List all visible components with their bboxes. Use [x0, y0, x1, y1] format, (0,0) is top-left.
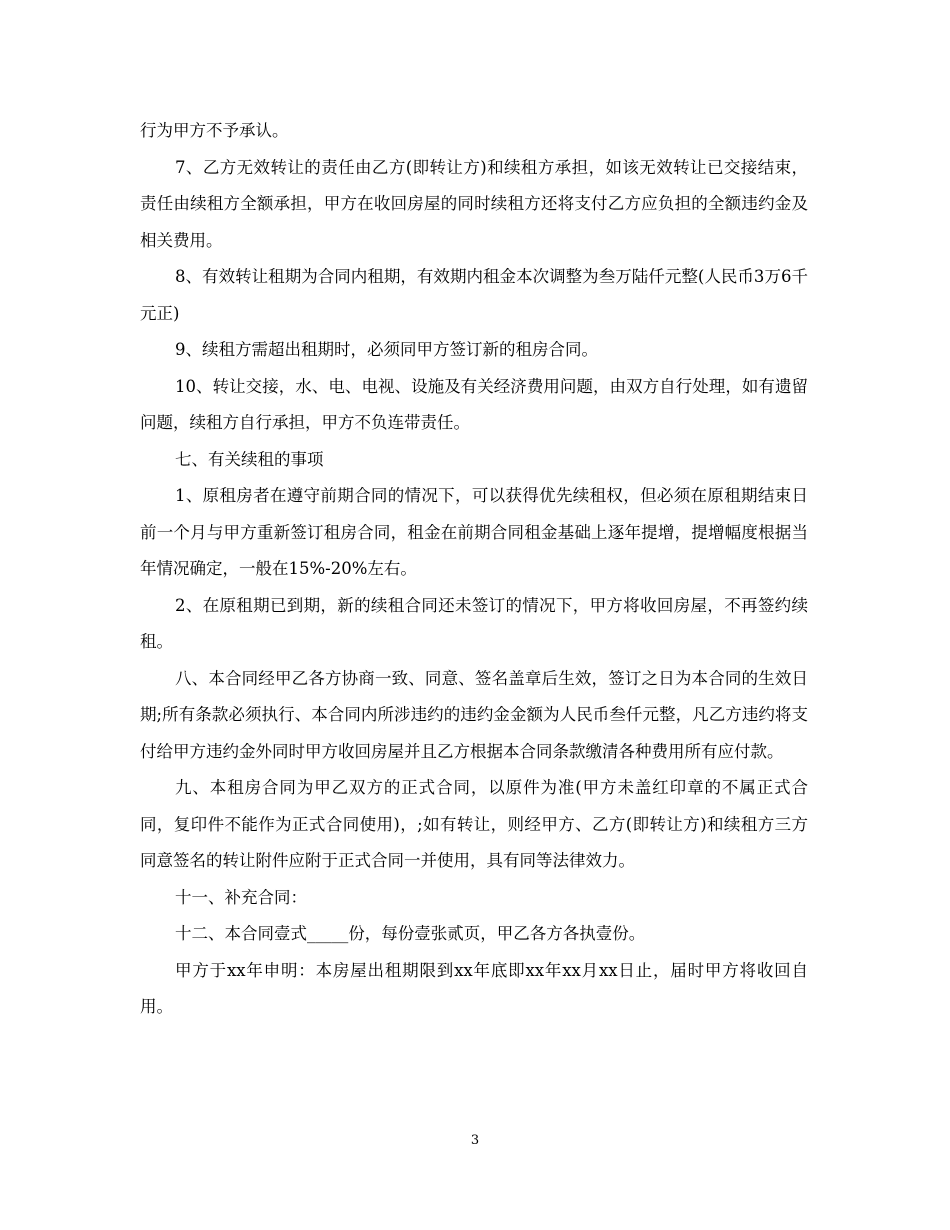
paragraph-7: 1、原租房者在遵守前期合同的情况下，可以获得优先续租权，但必须在原租期结束日前一个月与甲方重新签订租房合同，租金在前期合同租金基础上逐年提增，提增幅度根据当年情况确定，一般在15%-20%左右。 [140, 486, 808, 578]
paragraph-12: 十二、本合同壹式_____份，每份壹张贰页，甲乙各方各执壹份。 [175, 924, 646, 943]
section-heading-11: 十一、补充合同： [175, 887, 307, 907]
paragraph-8: 2、在原租期已到期，新的续租合同还未签订的情况下，甲方将收回房屋，不再签约续租。 [140, 595, 808, 651]
paragraph-9: 八、本合同经甲乙各方协商一致、同意、签名盖章后生效，签订之日为本合同的生效日期;所有条款必须执行、本合同内所涉违约的违约金金额为人民币叁仟元整，凡乙方违约将支付给甲方违约金外同时甲方收回房屋并且乙方根据本合同条款缴清各种费用所有应付款。 [140, 668, 808, 761]
paragraph-10: 九、本租房合同为甲乙双方的正式合同，以原件为准(甲方未盖红印章的不属正式合同，复印件不能作为正式合同使用)，;如有转让，则经甲方、乙方(即转让方)和续租方三方同意签名的转让附件应附于正式合同一并使用，具有同等法律效力。 [140, 778, 808, 870]
page-number: 3 [470, 1133, 480, 1148]
paragraph-2: 7、乙方无效转让的责任由乙方(即转让方)和续租方承担，如该无效转让已交接结束，责任由续租方全额承担，甲方在收回房屋的同时续租方还将支付乙方应负担的全额违约金及相关费用。 [140, 157, 808, 250]
paragraph-5: 10、转让交接，水、电、电视、设施及有关经济费用问题，由双方自行处理，如有遗留问题，续租方自行承担，甲方不负连带责任。 [140, 376, 808, 432]
paragraph-1: 行为甲方不予承认。 [140, 121, 289, 140]
document-body [140, 113, 808, 1026]
section-heading-7: 七、有关续租的事项 [175, 449, 324, 469]
paragraph-13: 甲方于xx年申明：本房屋出租期限到xx年底即xx年xx月xx日止，届时甲方将收回自用。 [140, 960, 808, 1016]
paragraph-4: 9、续租方需超出租期时，必须同甲方签订新的租房合同。 [175, 340, 598, 359]
paragraph-3: 8、有效转让租期为合同内租期，有效期内租金本次调整为叁万陆仟元整(人民币3万6千元正) [140, 267, 808, 323]
